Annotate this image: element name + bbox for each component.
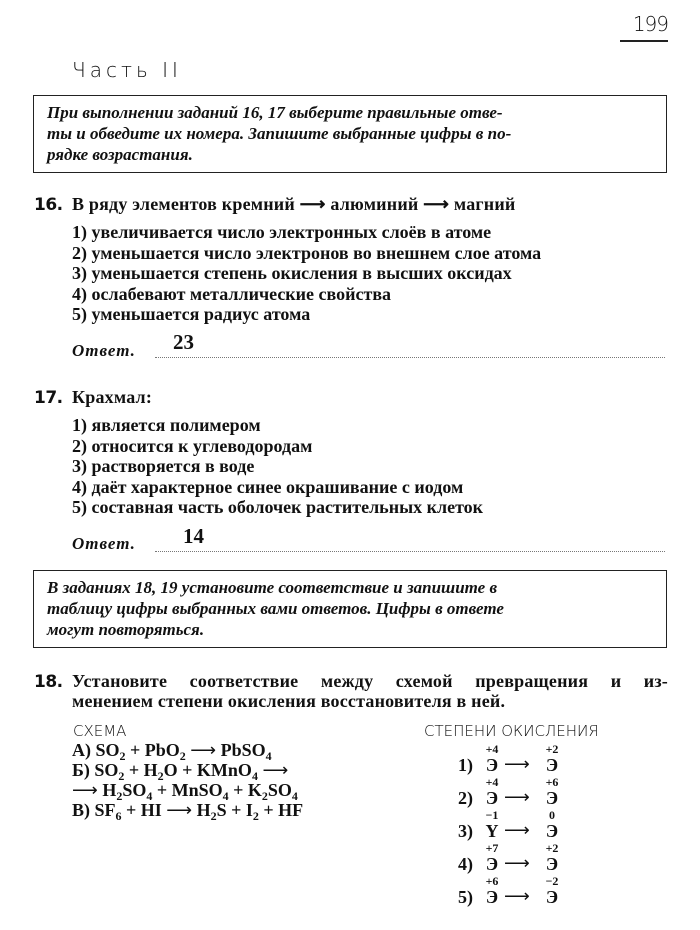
from-oxidation: +4: [485, 775, 499, 789]
task-18-question-line-2: менением степени окисления восстановителя в ней.: [72, 691, 506, 711]
to-element: Э: [545, 788, 559, 808]
task-16-option-5[interactable]: 5) уменьшается радиус атома: [72, 304, 311, 324]
from-element: Э: [485, 854, 499, 874]
from-element: Y: [485, 821, 499, 841]
task-18-question: [72, 671, 668, 711]
scheme-header: СХЕМА: [73, 722, 127, 740]
arrow-icon: ⟶: [504, 853, 530, 873]
task-16-options: [72, 222, 541, 325]
oxidation-option-3[interactable]: [458, 808, 578, 841]
task-18-question-line-1: Установите соответствие между схемой превращения и из-: [72, 671, 668, 691]
part-title: Часть II: [72, 58, 182, 82]
option-number: 1): [458, 755, 473, 775]
option-number: 4): [458, 854, 473, 874]
task-17-number: 17.: [34, 388, 63, 408]
arrow-icon: ⟶: [504, 820, 530, 840]
task-17-options: [72, 415, 483, 518]
arrow-icon: ⟶: [504, 886, 530, 906]
scheme-a: А) $SO_2 + PbO_2$ ⟶ PbSO$_4$: [72, 740, 272, 763]
instruction-box-18-19: [33, 570, 667, 648]
task-16-option-2[interactable]: 2) уменьшается число электронов во внешнем слое атома: [72, 242, 542, 263]
to-oxidation: +6: [545, 775, 559, 789]
from-oxidation: +7: [485, 841, 499, 855]
from-oxidation: −1: [485, 808, 499, 822]
page-number-rule: [620, 40, 668, 42]
oxidation-option-5[interactable]: [458, 874, 578, 907]
to-element: Э: [545, 887, 559, 907]
oxidation-option-2[interactable]: [458, 775, 578, 808]
option-number: 2): [458, 788, 473, 808]
instruction-line: рядке возрастания.: [47, 145, 193, 164]
instruction-line: ты и обведите их номера. Запишите выбранные цифры в по-: [47, 124, 512, 143]
instruction-line: таблицу цифры выбранных вами ответов. Цифры в ответе: [47, 599, 504, 618]
task-17-option-4[interactable]: 4) даёт характерное синее окрашивание с иодом: [72, 476, 464, 497]
scheme-b-line-1: Б) $SO_2 + H_2O$ + KMnO$_4$ ⟶: [72, 760, 289, 783]
task-17-option-3[interactable]: 3) растворяется в воде: [72, 456, 255, 476]
scheme-b-line-2: ⟶ $H_2SO_4$ + MnSO$_4$ + $K_2SO_4$: [72, 780, 298, 803]
option-number: 3): [458, 821, 473, 841]
instruction-line: В заданиях 18, 19 установите соответствие и запишите в: [47, 578, 498, 597]
task-17-option-2[interactable]: 2) относится к углеводородам: [72, 435, 313, 456]
to-oxidation: +2: [545, 841, 559, 855]
to-oxidation: +2: [545, 742, 559, 756]
oxidation-list: [458, 742, 578, 907]
task-16-option-1[interactable]: 1) увеличивается число электронных слоёв в атоме: [72, 222, 492, 242]
task-16-option-3[interactable]: 3) уменьшается степень окисления в высших оксидах: [72, 263, 512, 283]
oxidation-header: СТЕПЕНИ ОКИСЛЕНИЯ: [424, 722, 599, 740]
to-oxidation: 0: [549, 808, 555, 822]
task-17-answer-label: Ответ.: [72, 534, 136, 553]
task-16-answer-value[interactable]: 23: [173, 330, 194, 354]
task-17-option-1[interactable]: 1) является полимером: [72, 415, 261, 435]
task-17-option-5[interactable]: 5) составная часть оболочек растительных клеток: [72, 497, 484, 517]
task-16-number: 16.: [34, 195, 63, 215]
task-16-question: В ряду элементов кремний ⟶ алюминий ⟶ магний: [72, 194, 516, 214]
to-element: Э: [545, 821, 559, 841]
arrow-icon: ⟶: [504, 754, 530, 774]
to-element: Э: [545, 755, 559, 775]
task-17-answer-value[interactable]: 14: [183, 524, 204, 548]
to-oxidation: −2: [545, 874, 559, 888]
page-number: 199: [632, 12, 668, 36]
task-17-question: Крахмал:: [72, 387, 153, 407]
task-16-option-4[interactable]: 4) ослабевают металлические свойства: [72, 283, 392, 304]
task-16-answer-line: [155, 357, 665, 358]
instruction-line: При выполнении заданий 16, 17 выберите правильные отве-: [47, 103, 503, 122]
from-oxidation: +4: [485, 742, 499, 756]
from-element: Э: [485, 755, 499, 775]
task-18-number: 18.: [34, 672, 63, 692]
oxidation-option-4[interactable]: [458, 841, 578, 874]
from-element: Э: [485, 887, 499, 907]
oxidation-option-1[interactable]: [458, 742, 578, 775]
scheme-list: [72, 740, 304, 823]
task-17-answer-line: [155, 551, 665, 552]
from-element: Э: [485, 788, 499, 808]
to-element: Э: [545, 854, 559, 874]
arrow-icon: ⟶: [504, 787, 530, 807]
instruction-line: могут повторяться.: [47, 620, 205, 639]
instruction-box-16-17: [33, 95, 667, 173]
task-16-answer-label: Ответ.: [72, 341, 136, 360]
option-number: 5): [458, 887, 473, 907]
scheme-c: В) $SF_6$ + HI ⟶ $H_2S + I_2$ + HF: [72, 800, 304, 823]
from-oxidation: +6: [485, 874, 499, 888]
